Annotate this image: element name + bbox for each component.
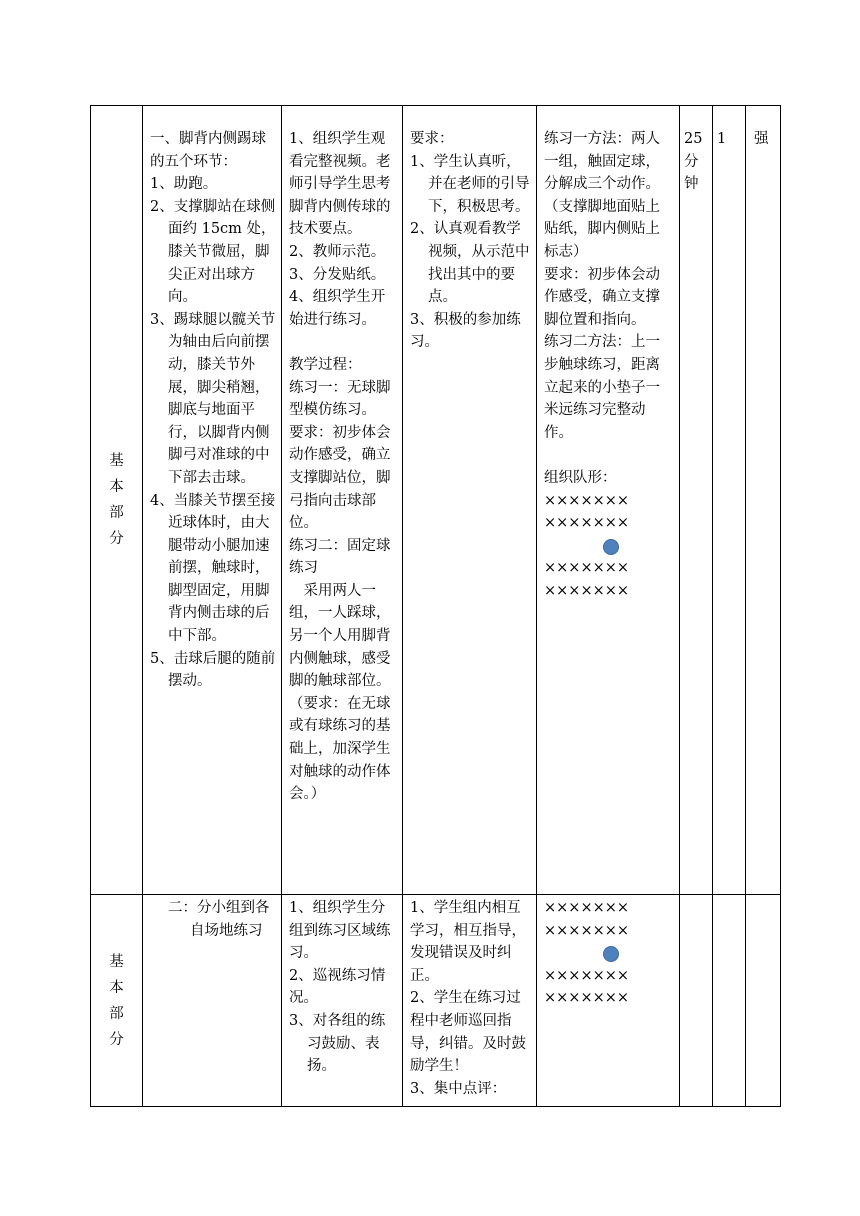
teacher-item: 1、组织学生观看完整视频。老师引导学生思考脚背内侧传球的技术要点。 (289, 131, 391, 238)
student-item: 要求： (410, 131, 454, 147)
count-value: 1 (717, 131, 727, 147)
student-item: 1、学生认真听，并在老师的引导下，积极思考。 (410, 153, 530, 215)
teacher-item: 2、巡视练习情况。 (289, 967, 386, 1007)
formation-row: ××××××× (544, 492, 630, 509)
ball-icon (603, 539, 619, 555)
student-item: 2、学生在练习过程中老师巡回指导，纠错。及时鼓励学生！ (410, 990, 526, 1075)
content-cell (143, 106, 282, 895)
teacher-item: 练习二：固定球练习 (289, 537, 391, 577)
formation-row: ××××××× (544, 990, 630, 1007)
time-cell (680, 895, 713, 1107)
organization-item: 练习一方法：两人一组，触固定球，分解成三个动作。（支撑脚地面贴上贴纸，脚内侧贴上标志） (544, 131, 660, 260)
count-cell (713, 895, 746, 1107)
spacer (544, 444, 674, 467)
organization-item: 练习二方法：上一步触球练习，距离立起来的小垫子一米远练习完整动作。 (544, 334, 660, 441)
count-cell (713, 106, 746, 895)
teacher-item: 要求：初步体会动作感受，确立支撑脚站位，脚弓指向击球部位。 (289, 424, 391, 532)
time-cell (680, 106, 713, 895)
teacher-item: 1、组织学生分组到练习区域练习。 (289, 900, 391, 962)
teacher-activity-cell (282, 895, 403, 1107)
teacher-item: 3、分发贴纸。 (289, 266, 386, 283)
teacher-activity-cell (282, 106, 403, 895)
teacher-item: （要求：在无球或有球练习的基础上，加深学生对触球的动作体会。） (289, 695, 391, 803)
content-heading: 二：分小组到各自场地练习 (168, 900, 270, 939)
content-heading: 一、脚背内侧踢球的五个环节： (150, 131, 266, 170)
content-item: 5、击球后腿的随前摆动。 (150, 650, 276, 690)
content-item: 1、助跑。 (150, 176, 218, 193)
formation-row: ××××××× (544, 560, 630, 577)
part-label: 基本部分 (109, 453, 124, 547)
intensity-cell (746, 106, 781, 895)
ball-marker-row (544, 535, 674, 558)
content-item: 4、当膝关节摆至接近球体时，由大腿带动小腿加速前摆，触球时，脚型固定，用脚背内侧击球的后中下部。 (150, 492, 276, 645)
lesson-plan-table (90, 105, 781, 1107)
content-item: 2、支撑脚站在球侧面约 15cm 处，膝关节微屈，脚尖正对出球方向。 (150, 198, 276, 306)
formation-row: ××××××× (544, 582, 630, 599)
teacher-item: 3、对各组的练习鼓励、表扬。 (289, 1012, 386, 1075)
table-row (91, 106, 781, 895)
student-activity-cell (403, 895, 537, 1107)
content-item: 3、踢球腿以髋关节为轴由后向前摆动，膝关节外展，脚尖稍翘，脚底与地面平行，以脚背内侧脚弓对准球的中下部去击球。 (150, 311, 276, 486)
ball-marker-row (544, 942, 674, 965)
teacher-item: 2、教师示范。 (289, 243, 386, 260)
student-item: 3、积极的参加练习。 (410, 311, 521, 351)
formation-row: ××××××× (544, 900, 630, 916)
part-label: 基本部分 (109, 953, 124, 1048)
formation-row: ××××××× (544, 515, 630, 532)
table-row (91, 895, 781, 1107)
formation-diagram (544, 897, 674, 1010)
organization-cell (537, 895, 680, 1107)
formation-label: 组织队形： (544, 469, 617, 486)
content-cell (143, 895, 282, 1107)
intensity-value: 强 (754, 131, 769, 147)
student-activity-cell (403, 106, 537, 895)
formation-row: ××××××× (544, 967, 630, 984)
ball-icon (603, 946, 619, 962)
teacher-item: 4、组织学生开始进行练习。 (289, 289, 386, 328)
time-value: 25分钟 (684, 131, 703, 193)
intensity-cell (746, 895, 781, 1107)
teacher-item: 采用两人一组，一人踩球，另一个人用脚背内侧触球，感受脚的触球部位。 (289, 582, 391, 690)
student-item: 3、集中点评： (410, 1080, 507, 1097)
teacher-item: 练习一：无球脚型模仿练习。 (289, 379, 391, 419)
organization-item: 要求：初步体会动作感受，确立支撑脚位置和指向。 (544, 266, 660, 328)
formation-diagram (544, 490, 674, 603)
formation-row: ××××××× (544, 922, 630, 939)
spacer (289, 331, 397, 354)
teacher-item: 教学过程： (289, 356, 362, 373)
student-item: 1、学生组内相互学习，相互指导，发现错误及时纠正。 (410, 900, 526, 984)
student-item: 2、认真观看教学视频，从示范中找出其中的要点。 (410, 221, 530, 306)
part-cell (91, 895, 143, 1107)
organization-cell (537, 106, 680, 895)
part-cell (91, 106, 143, 895)
